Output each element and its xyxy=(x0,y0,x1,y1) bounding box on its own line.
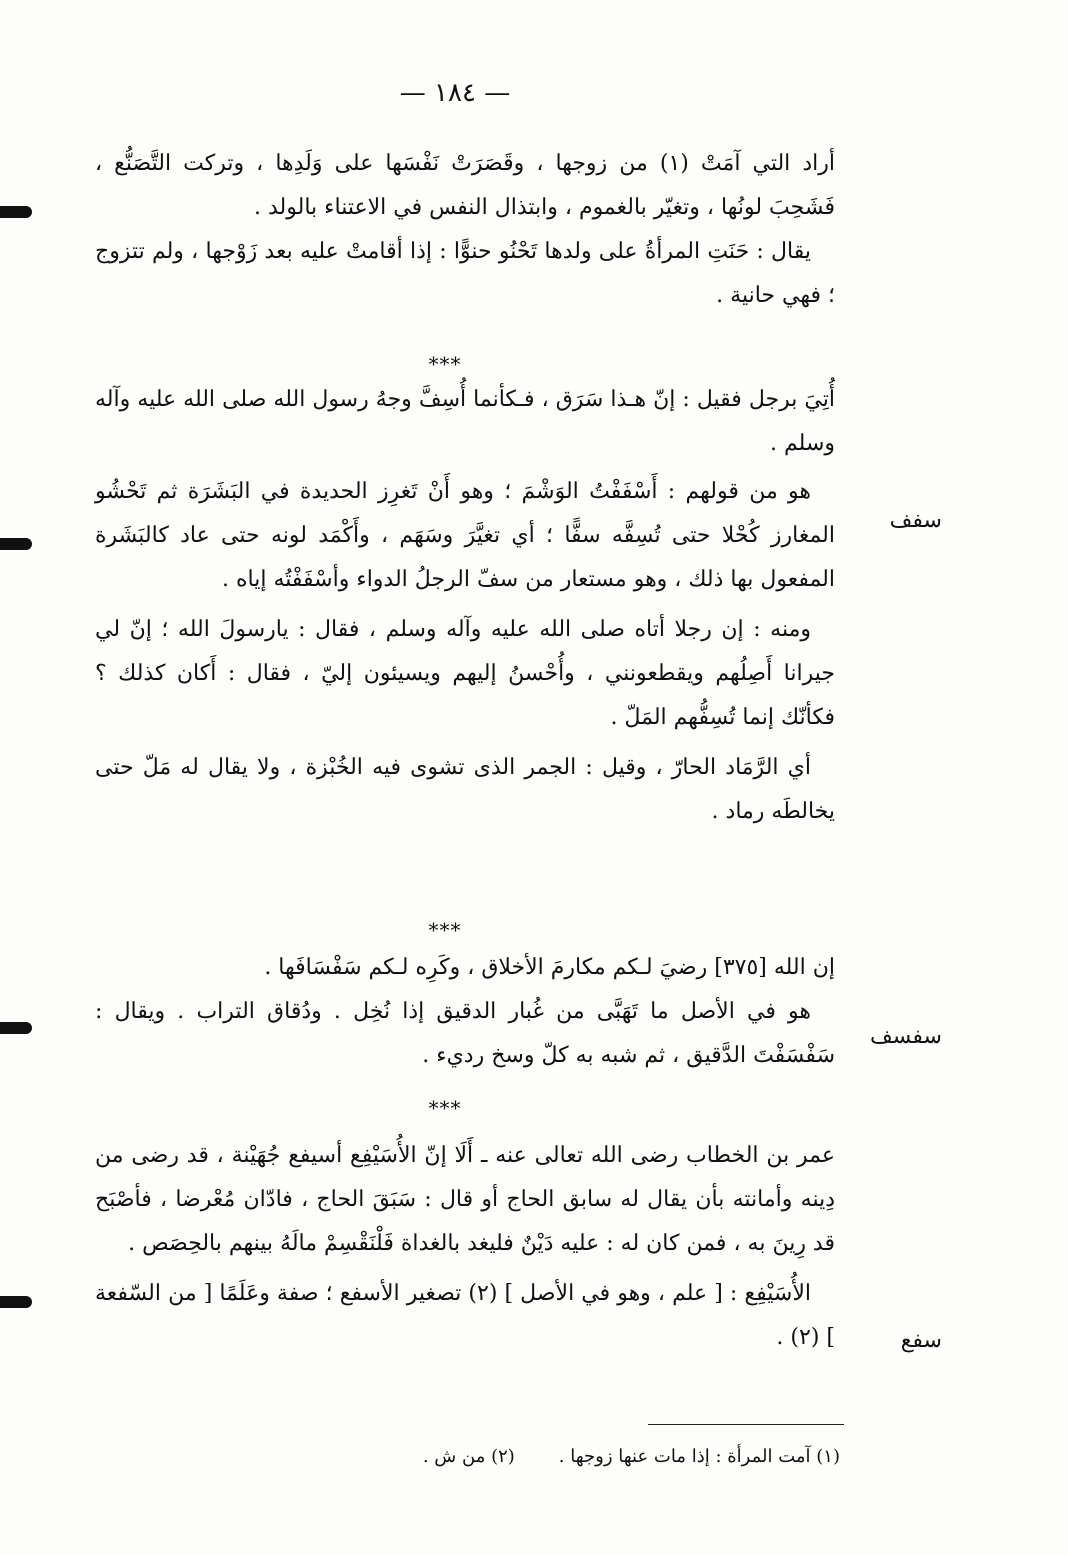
scan-edge-mark xyxy=(0,538,32,550)
scan-edge-mark xyxy=(0,1296,32,1308)
footnote-divider xyxy=(648,1424,844,1425)
scan-edge-mark xyxy=(0,1022,32,1034)
section-separator: *** xyxy=(428,352,462,376)
margin-root-word: سفسف xyxy=(870,1024,942,1049)
footnotes xyxy=(360,1442,840,1472)
paragraph: أراد التي آمَتْ (١) من زوجها ، وقَصَرَتْ نَفْسَها على وَلَدِها ، وتركت التَّصَنُّع ، فَشَحِبَ لونُها ، وتغيّر بالغموم ، وابتذال النفس في الاعتناء بالولد . xyxy=(95,151,836,220)
paragraph: يقال : حَنَتِ المرأةُ على ولدها تَحْنُو حنوًّا : إذا أقامتْ عليه بعد زَوْجها ، ولم تتزوج ؛ فهي حانية . xyxy=(95,239,835,308)
section-1 xyxy=(95,142,835,318)
margin-root-word: سفف xyxy=(889,508,942,533)
margin-root-word: سفع xyxy=(900,1328,942,1353)
page-number: — ١٨٤ — xyxy=(399,78,511,108)
paragraph: ومنه : إن رجلا أتاه صلى الله عليه وآله وسلم ، فقال : يارسولَ الله ؛ إنّ لي جيرانا أَصِلُهم ويقطعونني ، وأُحْسنُ إليهم ويسيئون إليّ ، فقال : أَكان كذلك ؟ فكأنّك إنما تُسِفُّهم المَلّ . xyxy=(95,617,835,730)
paragraph: إن الله [٣٧٥] رضيَ لـكم مكارمَ الأخلاق ، وكَرِه لـكم سَفْسَافَها . xyxy=(264,955,835,980)
section-separator: *** xyxy=(428,918,462,942)
paragraph: هو من قولهم : أَسْفَفْتُ الوَشْمَ ؛ وهو أَنْ تَغرِز الحديدة في البَشَرَة ثم تَحْشُو المغارز كُحْلا حتى تُسِفَّه سفًّا ؛ أي تغيَّرَ وسَهَم ، وأَكْمَد لونه حتى عاد كالبَشَرة المفعول بها ذلك ، وهو مستعار من سفّ الرجلُ الدواء وأسْفَفْتُه إياه . xyxy=(95,479,835,592)
section-4 xyxy=(95,1134,835,1360)
paragraph: أي الرَّمَاد الحارّ ، وقيل : الجمر الذى تشوى فيه الخُبْزة ، ولا يقال له مَلّ حتى يخالطَه رماد . xyxy=(95,755,835,824)
paragraph: هو في الأصل ما تَهَبَّى من غُبار الدقيق إذا نُخِل . ودُقاق التراب . ويقال : سَفْسَفْتَ الدَّقيق ، ثم شبه به كلّ وسخ رديء . xyxy=(95,999,835,1068)
paragraph: الأُسَيْفِع : [ علم ، وهو في الأصل ] (٢) تصغير الأسفع ؛ صفة وعَلَمًا [ من السّفعة ] (٢) . xyxy=(95,1281,835,1350)
section-3 xyxy=(95,946,835,1078)
paragraph: عمر بن الخطاب رضى الله تعالى عنه ـ أَلَا إنّ الأُسَيْفِع أسيفع جُهَيْنة ، قد رضى من دِينه وأمانته بأن يقال له سابق الحاج أو قال : سَبَقَ الحاج ، فادّان مُعْرضا ، فأصْبَح قد رِينَ به ، فمن كان له : عليه دَيْنٌ فليغد بالغداة فَلْنَقْسِمْ مالَهُ بينهم بالحِصَص . xyxy=(95,1143,835,1256)
section-2 xyxy=(95,378,835,834)
footnote-1: (١) آمت المرأة : إذا مات عنها زوجها . xyxy=(558,1446,840,1467)
section-separator: *** xyxy=(428,1096,462,1120)
paragraph: أُتِيَ برجل فقيل : إنّ هـذا سَرَق ، فـكأنما أُسِفَّ وجهُ رسول الله صلى الله عليه وآله وسلم . xyxy=(95,387,835,456)
footnote-2: (٢) من ش . xyxy=(422,1446,515,1467)
scan-edge-mark xyxy=(0,206,32,218)
